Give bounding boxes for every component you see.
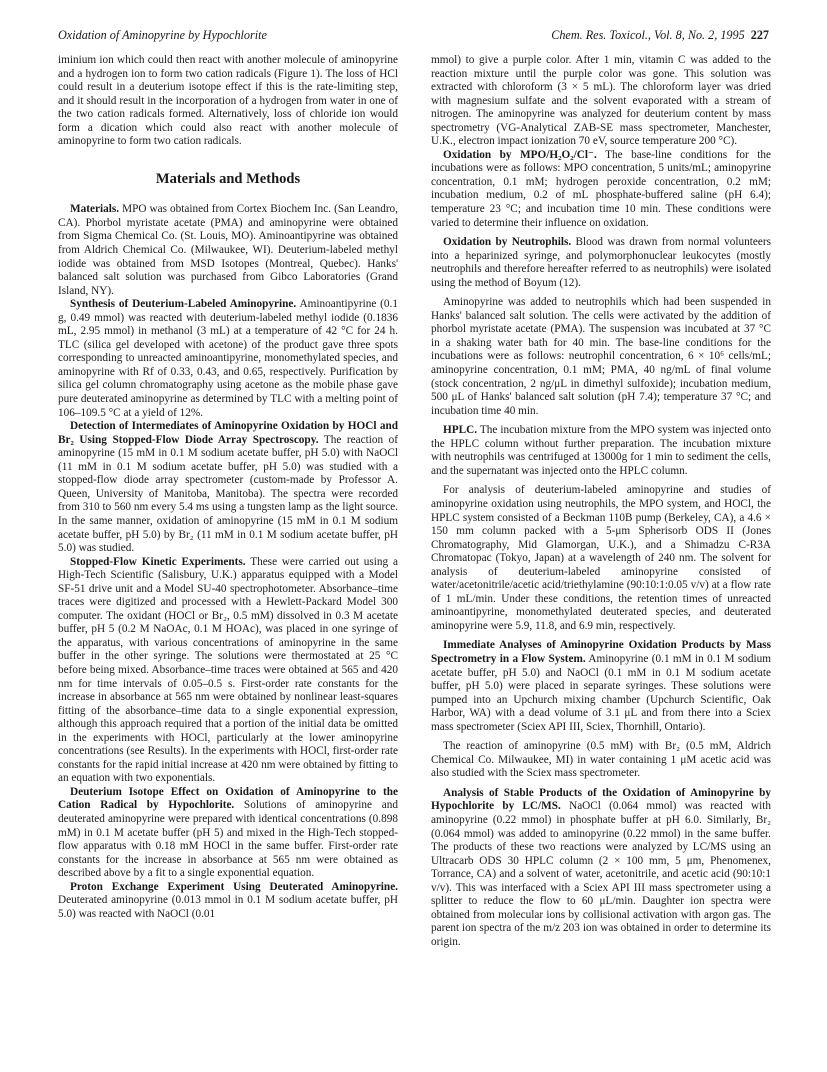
isotope-heading: Deuterium Isotope Effect on Oxidation of Aminopyrine to the Cation Radical by Hypochlorite. [58,785,398,812]
running-title: Oxidation of Aminopyrine by Hypochlorite [58,28,267,42]
mpo-paragraph [431,149,771,230]
neutrophils-paragraph-2: Aminopyrine was added to neutrophils which had been suspended in Hanks' balanced salt solution. The cells were activated by the addition of phorbol myristate acetate (PMA). The suspension was incubated at 37 °C in a shaking water bath for 40 min. The base-line conditions for the incubations were as follows: neutrophil concentration, 6 × 10⁶ cells/mL; aminopyrine concentration, 0.1 mM; PMA, 40 ng/mL of final volume (stock concentration, 2 ng/μL in dimethyl sulfoxide); incubation medium, 500 μL of Hanks' balanced salt solution (pH 7.4); temperature 37 °C; and incubation time 40 min. [431,296,771,417]
proton-paragraph [58,881,398,922]
isotope-text: Solutions of aminopyrine and deuterated aminopyrine were prepared with identical concentrations (0.898 mM) in 0.1 M acetate buffer (pH 5) and mixed in the High-Tech stopped-flow apparatus with 0.18 mM HOCl in the same buffer. First-order rate constants for the increase in absorbance at 565 nm were obtained as described above by a fit to a single exponential equation. [58,799,398,880]
hplc-paragraph-2: For analysis of deuterium-labeled aminopyrine and studies of aminopyrine oxidation using neutrophils, the MPO system, and HOCl, the HPLC system consisted of a Beckman 110B pump (Berkeley, CA), a 4.6 × 150 mm column packed with a 5-μm Spherisorb ODS II (Jones Chromatography, Mid Glamorgan, U.K.), and a Shimadzu C-R3A Chromatopac (Tokyo, Japan) at a wavelength of 240 nm. The solvent for analysis of deuterium-labeled aminopyrine consisted of water/acetonitrile/acetic acid/triethylamine (90:10:1:0.05 v/v) at a flow rate of 1 mL/min. Under these conditions, the retention times of unreacted aminoantipyrine, monomethylated deuterated species, and deuterated aminopyrine were 5.9, 11.8, and 6.9 min, respectively. [431,484,771,632]
hplc-paragraph [431,424,771,478]
right-column [431,54,771,949]
hplc-text: The incubation mixture from the MPO system was injected onto the HPLC column without further preparation. The incubation mixture with neutrophils was centrifuged at 13000g for 1 min to sediment the cells, and the supernatant was injected onto the HPLC column. [431,424,771,477]
continued-paragraph: mmol) to give a purple color. After 1 min, vitamin C was added to the reaction mixture until the purple color was gone. This solution was extracted with chloroform (3 × 5 mL). The chloroform layer was dried with magnesium sulfate and the solvent evaporated with a stream of nitrogen. The aminopyrine was analyzed for deuterium content by mass spectrometry (VG-Analytical ZAB-SE mass spectrometer, Manchester, U.K., electron impact ionization 70 eV, source temperature 200 °C). [431,54,771,148]
neutrophils-heading: Oxidation by Neutrophils. [443,236,572,249]
mass-spec-paragraph-2: The reaction of aminopyrine (0.5 mM) with Br₂ (0.5 mM, Aldrich Chemical Co. Milwaukee, MI) in water containing 1 μM acetic acid was also studied with the Sciex mass spectrometer. [431,740,771,780]
neutrophils-paragraph [431,236,771,290]
kinetic-paragraph [58,556,398,786]
mpo-heading: Oxidation by MPO/H₂O₂/Cl⁻. [443,148,597,161]
intro-paragraph: iminium ion which could then react with another molecule of aminopyrine and a hydrogen ion to form two cation radicals (Figure 1). The loss of HCl could result in a deuterium isotope effect if this is the rate-limiting step, and it should result in the incorporation of a hydrogen from water in one of the two cation radicals formed. Alternatively, loss of chloride ion would form a dication which could also react with another molecule of aminopyrine to form two cation radicals. [58,54,398,148]
isotope-paragraph [58,786,398,881]
synthesis-paragraph [58,298,398,420]
synthesis-heading: Synthesis of Deuterium-Labeled Aminopyrine. [70,298,297,311]
synthesis-text: Aminoantipyrine (0.1 g, 0.49 mmol) was reacted with deuterium-labeled methyl iodide (0.1836 mL, 2.95 mmol) in methanol (3 mL) at a temperature of 42 °C for 24 h. TLC (silica gel developed with acetone) of the product gave three spots corresponding to unreacted aminoantipyrine, monomethylated species, and aminopyrine with Rf of 0.33, 0.43, and 0.65, respectively. Purification by silica gel column chromatography using acetone as the mobile phase gave pure deuterated aminopyrine as determined by TLC with a melting point of 106–109.5 °C at a yield of 12%. [58,298,398,419]
detection-text: The reaction of aminopyrine (15 mM in 0.1 M sodium acetate buffer, pH 5.0) with NaOCl (11 mM in 0.1 M sodium acetate buffer, pH 5.0) was studied with a stopped-flow diode array spectrometer (custom-made by Professor A. Queen, University of Manitoba, Manitoba). The spectra were recorded from 310 to 560 nm every 5.4 ms using a tungsten lamp as the light source. In the same manner, oxidation of aminopyrine (15 mM in 0.1 M sodium acetate buffer, pH 5.0) by Br₂ (11 mM in 0.1 M sodium acetate buffer, pH 5.0) was studied. [58,433,398,555]
kinetic-heading: Stopped-Flow Kinetic Experiments. [70,555,246,568]
hplc-heading: HPLC. [443,424,478,437]
running-header [58,28,769,46]
journal-name: Chem. Res. Toxicol., Vol. 8, No. 2, 1995 [551,28,745,42]
materials-text: MPO was obtained from Cortex Biochem Inc. (San Leandro, CA). Phorbol myristate acetate (PMA) and aminopyrine were obtained from Sigma Chemical Co. (St. Louis, MO). Aminoantipyrine was obtained from Aldrich Chemical Co. (Milwaukee, WI). Deuterium-labeled methyl iodide was obtained from MSD Isotopes (Montreal, Quebec). Hanks' balanced salt solution was purchased from Gibco Laboratories (Grand Island, NY). [58,203,398,297]
page-number: 227 [750,28,769,42]
materials-heading: Materials. [70,203,120,216]
kinetic-text: These were carried out using a High-Tech Scientific (Salisbury, U.K.) apparatus equipped with a Model SF-51 drive unit and a Model SU-40 spectrophotometer. Absorbance–time traces were digitized and processed with a Hewlett-Packard Model 300 computer. The oxidant (HOCl or Br₂, 0.5 mM) dissolved in 0.3 M acetate buffer, pH 5 (0.2 M NaOAc, 0.1 M HOAc), was placed in one syringe of the apparatus, with various concentrations of aminopyrine in the same buffer in the other syringe. The solutions were thermostated at 25 °C before being mixed. Absorbance–time traces were obtained at 565 and 420 nm for time intervals of 0.05–0.5 s. First-order rate constants for the increase in absorbance at 565 nm were obtained by nonlinear least-squares fitting of the absorbance–time data to a single exponential expression, although this approach required that a portion of the initial data be omitted in the experiments with HOCl, particularly at the lower aminopyrine concentrations (see Results). In the experiments with HOCl, first-order rate constants for the rapid initial increase at 420 nm were obtained by fitting to an equation with two exponentials. [58,555,398,785]
lcms-heading: Analysis of Stable Products of the Oxidation of Aminopyrine by Hypochlorite by LC/MS. [431,786,771,813]
journal-citation [551,28,769,43]
neutrophils-text: Blood was drawn from normal volunteers into a heparinized syringe, and polymorphonuclear leukocytes (mostly neutrophils and therefore hereafter referred to as neutrophils) were isolated using the method of Boyum (12). [431,236,771,289]
lcms-text: NaOCl (0.064 mmol) was reacted with aminopyrine (0.22 mmol) in phosphate buffer at pH 6.0. Similarly, Br₂ (0.064 mmol) was added to aminopyrine (0.22 mmol) in the same buffer. The products of these two reactions were analyzed by LC/MS using an Ultracarb ODS 30 HPLC column (2 × 100 mm, 5 μm, Phenomenex, Torrance, CA) and a solvent of water, acetonitrile, and acetic acid (90:10:1 v/v). This was interfaced with a Sciex API III mass spectrometer using a splitter to reduce the flow to 60 μL/min. Daughter ion spectra were obtained from molecular ions by collisional activation with argon gas. The parent ion spectra of the m/z 203 ion was obtained in order to determine its origin. [431,800,771,948]
detection-heading: Detection of Intermediates of Aminopyrine Oxidation by HOCl and Br₂ Using Stopped-Flow Diode Array Spectroscopy. [58,420,398,446]
left-column [58,54,398,921]
mpo-text: The base-line conditions for the incubations were as follows: MPO concentration, 5 units/mL; aminopyrine concentration, 0.1 mM; hydrogen peroxide concentration, 0.2 mM; incubation medium, 0.2 of mL phosphate-buffered saline (pH 6.4); temperature 23 °C; and incubation time 10 min. These conditions were varied to determine their influence on oxidation. [431,148,771,229]
proton-text: Deuterated aminopyrine (0.013 mmol in 0.1 M sodium acetate buffer, pH 5.0) was reacted with NaOCl (0.01 [58,894,398,920]
mass-spec-text: Aminopyrine (0.1 mM in 0.1 M sodium acetate buffer, pH 5.0) and NaOCl (0.1 mM in 0.1 M sodium acetate buffer, pH 5.0) were placed in separate syringes. These solutions were pumped into an Upchurch mixing chamber (Upchurch Scientific, Oak Harbor, WA) with a dead volume of 3.1 μL and from there into a Sciex mass spectrometer (Sciex API III, Sciex, Thornhill, Ontario). [431,652,771,733]
detection-paragraph [58,420,398,555]
mass-spec-paragraph [431,639,771,734]
mass-spec-heading: Immediate Analyses of Aminopyrine Oxidation Products by Mass Spectrometry in a Flow System. [431,639,771,665]
materials-paragraph [58,203,398,298]
lcms-paragraph [431,787,771,950]
section-title: Materials and Methods [155,170,301,187]
proton-heading: Proton Exchange Experiment Using Deuterated Aminopyrine. [70,880,398,893]
